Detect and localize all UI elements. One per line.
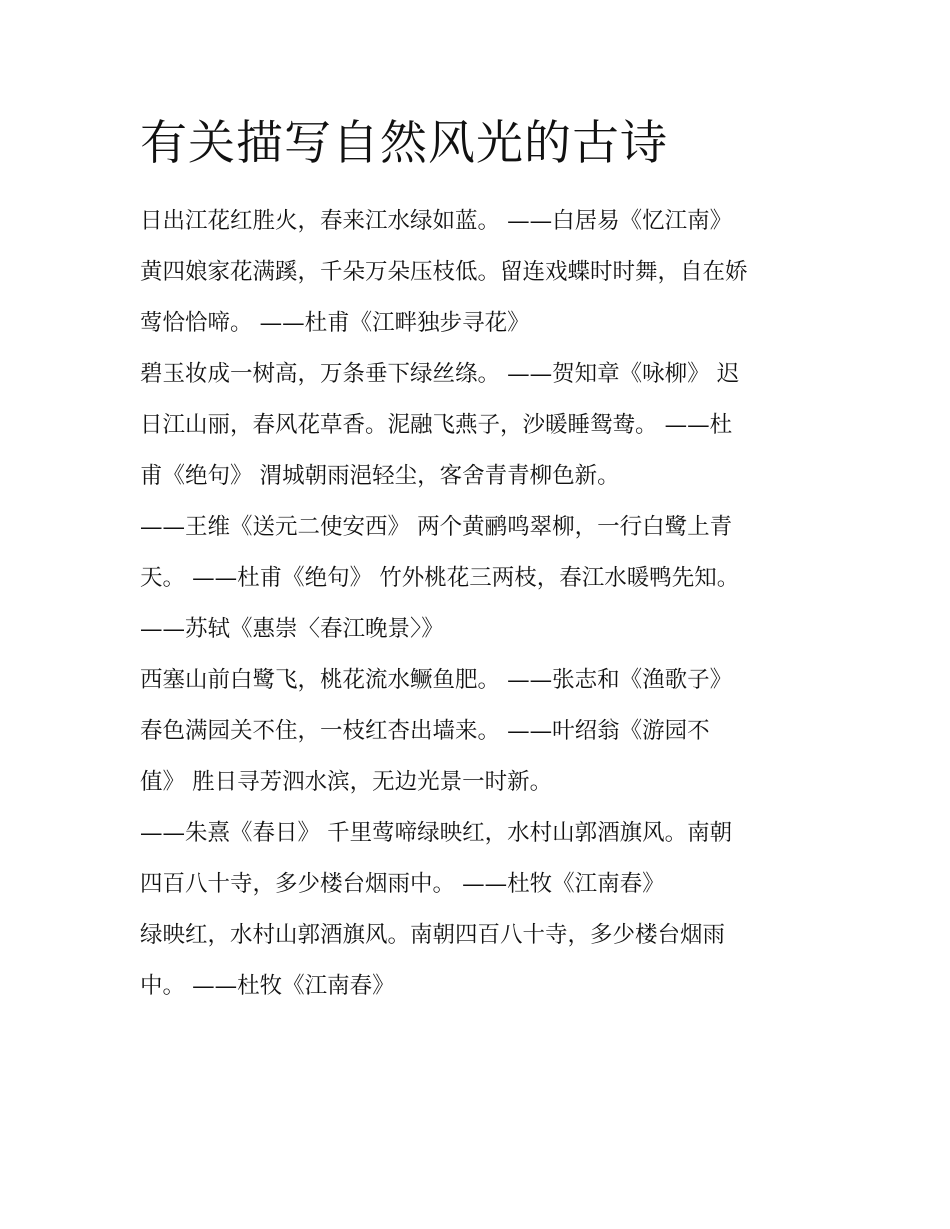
text-line-8: 天。 ——杜甫《绝句》 竹外桃花三两枝，春江水暖鸭先知。 <box>140 565 740 591</box>
text-line-9: ——苏轼《惠崇〈春江晚景〉》 <box>140 616 444 642</box>
text-line-10: 西塞山前白鹭飞，桃花流水鳜鱼肥。 ——张志和《渔歌子》 <box>140 667 733 693</box>
text-line-2: 黄四娘家花满蹊，千朵万朵压枝低。留连戏蝶时时舞，自在娇 <box>140 259 748 285</box>
text-line-1: 日出江花红胜火，春来江水绿如蓝。 ——白居易《忆江南》 <box>140 208 733 234</box>
poem-text-body <box>140 196 748 1012</box>
text-line-16: 中。 ——杜牧《江南春》 <box>140 973 395 999</box>
text-line-3: 莺恰恰啼。 ——杜甫《江畔独步寻花》 <box>140 310 530 336</box>
text-line-15: 绿映红，水村山郭酒旗风。南朝四百八十寺，多少楼台烟雨 <box>140 922 726 948</box>
text-line-6: 甫《绝句》 渭城朝雨浥轻尘，客舍青青柳色新。 <box>140 463 620 489</box>
text-line-13: ——朱熹《春日》 千里莺啼绿映红，水村山郭酒旗风。南朝 <box>140 820 733 846</box>
text-line-12: 值》 胜日寻芳泗水滨，无边光景一时新。 <box>140 769 553 795</box>
document-title: 有关描写自然风光的古诗 <box>140 116 668 171</box>
text-line-11: 春色满园关不住，一枝红杏出墙来。 ——叶绍翁《游园不 <box>140 718 710 744</box>
text-line-5: 日江山丽，春风花草香。泥融飞燕子，沙暖睡鸳鸯。 ——杜 <box>140 412 733 438</box>
text-line-7: ——王维《送元二使安西》 两个黄鹂鸣翠柳，一行白鹭上青 <box>140 514 733 540</box>
text-line-14: 四百八十寺，多少楼台烟雨中。 ——杜牧《江南春》 <box>140 871 665 897</box>
text-line-4: 碧玉妆成一树高，万条垂下绿丝绦。 ——贺知章《咏柳》 迟 <box>140 361 740 387</box>
